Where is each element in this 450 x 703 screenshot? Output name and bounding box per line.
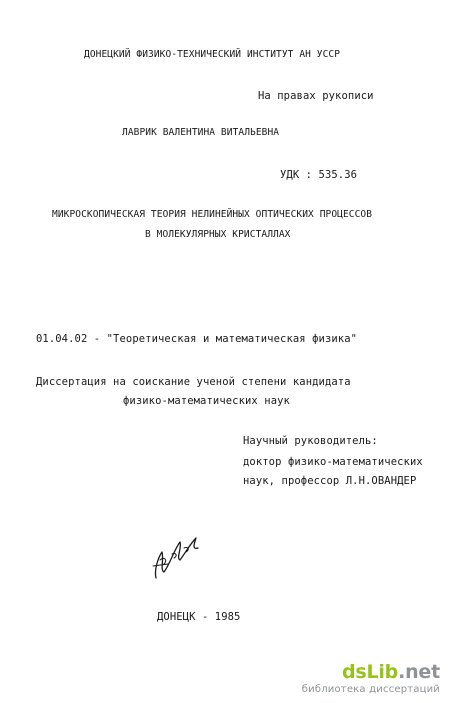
dslib-logo [302,663,440,682]
supervisor-label: Научный руководитель: [243,435,378,447]
degree-statement-line-1: Диссертация на соискание ученой степени кандидата [36,376,351,388]
place-and-year: ДОНЕЦК - 1985 [157,611,241,623]
udc-code: УДК : 535.36 [280,169,358,181]
degree-statement-line-2: физико-математических наук [123,395,290,407]
manuscript-rights: На правах рукописи [258,90,374,102]
specialty-code: 01.04.02 - "Теоретическая и математическая физика" [36,333,358,345]
supervisor-degree: доктор физико-математических [243,456,423,468]
author-name: ЛАВРИК ВАЛЕНТИНА ВИТАЛЬЕВНА [122,127,280,138]
thesis-title-line-2: В МОЛЕКУЛЯРНЫХ КРИСТАЛЛАХ [145,229,291,240]
supervisor-name: наук, профессор Л.Н.ОВАНДЕР [243,475,417,487]
dslib-logo-part-2: .net [398,661,440,683]
dslib-subtitle: библиотека диссертаций [301,684,440,695]
dslib-logo-part-1: dsLib [341,661,399,683]
institute-name: ДОНЕЦКИЙ ФИЗИКО-ТЕХНИЧЕСКИЙ ИНСТИТУТ АН УССР [84,49,341,60]
thesis-title-line-1: МИКРОСКОПИЧЕСКАЯ ТЕОРИЯ НЕЛИНЕЙНЫХ ОПТИЧЕСКИХ ПРОЦЕССОВ [52,209,373,220]
handwritten-signature-icon [150,530,205,585]
dslib-watermark [302,663,440,695]
